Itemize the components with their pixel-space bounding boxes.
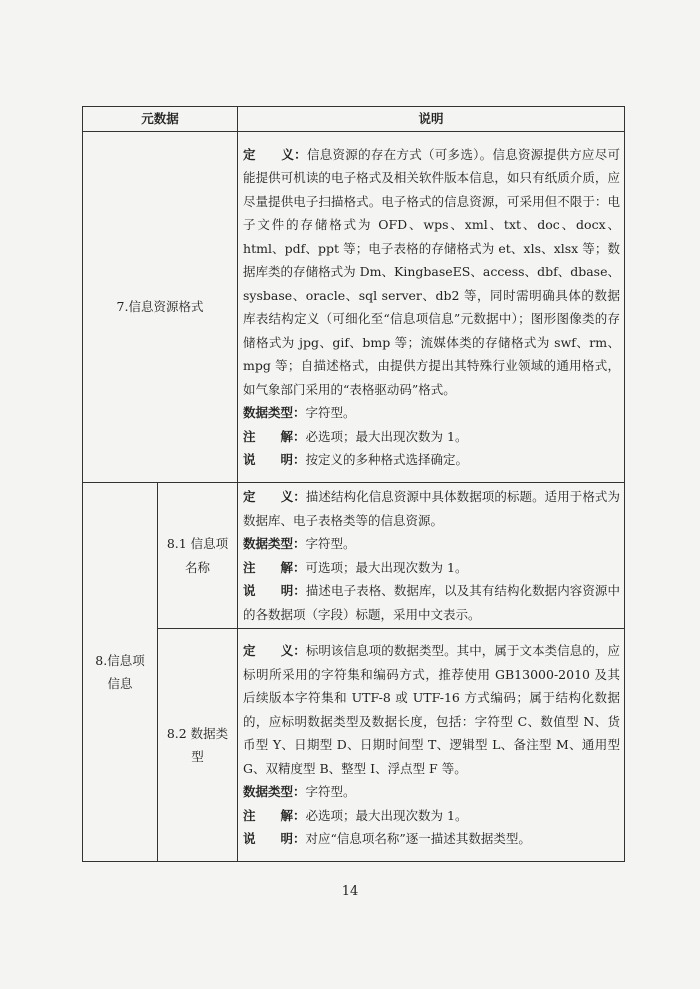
subelement-description	[238, 483, 625, 629]
explain-text: 按定义的多种格式选择确定。	[305, 452, 469, 467]
datatype-line	[243, 401, 620, 425]
table-row	[83, 132, 625, 483]
note-key: 注 解：	[243, 807, 306, 823]
element-name: 8.信息项信息	[83, 483, 158, 862]
definition-key: 定 义：	[243, 489, 306, 504]
note-line	[243, 425, 620, 449]
datatype-key: 数据类型：	[243, 784, 306, 800]
page-number: 14	[341, 884, 359, 899]
note-key: 注 解：	[243, 428, 306, 444]
definition-key: 定 义：	[243, 643, 306, 659]
definition-key: 定 义：	[243, 146, 307, 162]
note-text: 可选项；最大出现次数为 1。	[305, 559, 468, 575]
datatype-line	[243, 780, 620, 804]
definition-line	[243, 639, 620, 780]
datatype-key: 数据类型：	[243, 536, 306, 551]
header-description: 说明	[238, 107, 625, 132]
explain-key: 说 明：	[243, 831, 306, 847]
note-line	[243, 556, 620, 580]
note-text: 必选项；最大出现次数为 1。	[305, 428, 468, 444]
datatype-text: 字符型。	[305, 784, 356, 800]
definition-text: 标明该信息项的数据类型。其中，属于文本类信息的，应标明所采用的字符集和编码方式，推荐使用 GB13000-2010 及其后续版本字符集和 UTF-8 或 UTF-16 方式编码；属于结构化数据的，应标明数据类型及数据长度，包括：字符型 C、数值型 N、货币型 Y、日期型 D、日期时间型 T、逻辑型 L、备注型 M、通用型 G、双精度型 B、整型 I、浮点型 F 等。	[243, 643, 621, 776]
explain-text: 对应“信息项名称”逐一描述其数据类型。	[305, 831, 531, 847]
explain-key: 说 明：	[243, 452, 306, 467]
datatype-text: 字符型。	[305, 536, 356, 551]
explain-line	[243, 579, 620, 626]
subelement-name: 8.1 信息项名称	[158, 483, 238, 629]
subelement-name: 8.2 数据类型	[158, 629, 238, 862]
datatype-key: 数据类型：	[243, 405, 306, 420]
explain-line	[243, 827, 620, 851]
table-header-row	[83, 107, 625, 132]
explain-key: 说 明：	[243, 583, 306, 598]
datatype-text: 字符型。	[305, 405, 356, 420]
subelement-description	[238, 629, 625, 862]
definition-line	[243, 143, 620, 402]
metadata-table	[82, 106, 625, 862]
table-row	[83, 483, 625, 629]
note-line	[243, 804, 620, 828]
explain-text: 描述电子表格、数据库，以及其有结构化数据内容资源中的各数据项（字段）标题，采用中文表示。	[243, 583, 620, 622]
definition-line	[243, 485, 620, 532]
table-row	[83, 629, 625, 862]
element-description	[238, 132, 625, 483]
element-name: 7.信息资源格式	[83, 132, 238, 483]
header-element: 元数据	[83, 107, 238, 132]
definition-text: 信息资源的存在方式（可多选）。信息资源提供方应尽可能提供可机读的电子格式及相关软件版本信息，如只有纸质介质，应尽量提供电子扫描格式。电子格式的信息资源，可采用但不限于：电子文件的存储格式为 OFD、wps、xml、txt、doc、docx、html、pdf、ppt 等；电子表格的存储格式为 et、xls、xlsx 等；数据库类的存储格式为 Dm、KingbaseES、access、dbf、dbase、sysbase、oracle、sql server、db2 等，同时需明确具体的数据库表结构定义（可细化至“信息项信息”元数据中）；图形图像类的存储格式为 jpg、gif、bmp 等；流媒体类的存储格式为 swf、rm、mpg 等；自描述格式，由提供方提出其特殊行业领域的通用格式，如气象部门采用的“表格驱动码”格式。	[243, 146, 621, 397]
explain-line	[243, 448, 620, 472]
note-key: 注 解：	[243, 559, 306, 575]
note-text: 必选项；最大出现次数为 1。	[305, 807, 468, 823]
datatype-line	[243, 532, 620, 556]
definition-text: 描述结构化信息资源中具体数据项的标题。适用于格式为数据库、电子表格类等的信息资源。	[243, 489, 620, 528]
